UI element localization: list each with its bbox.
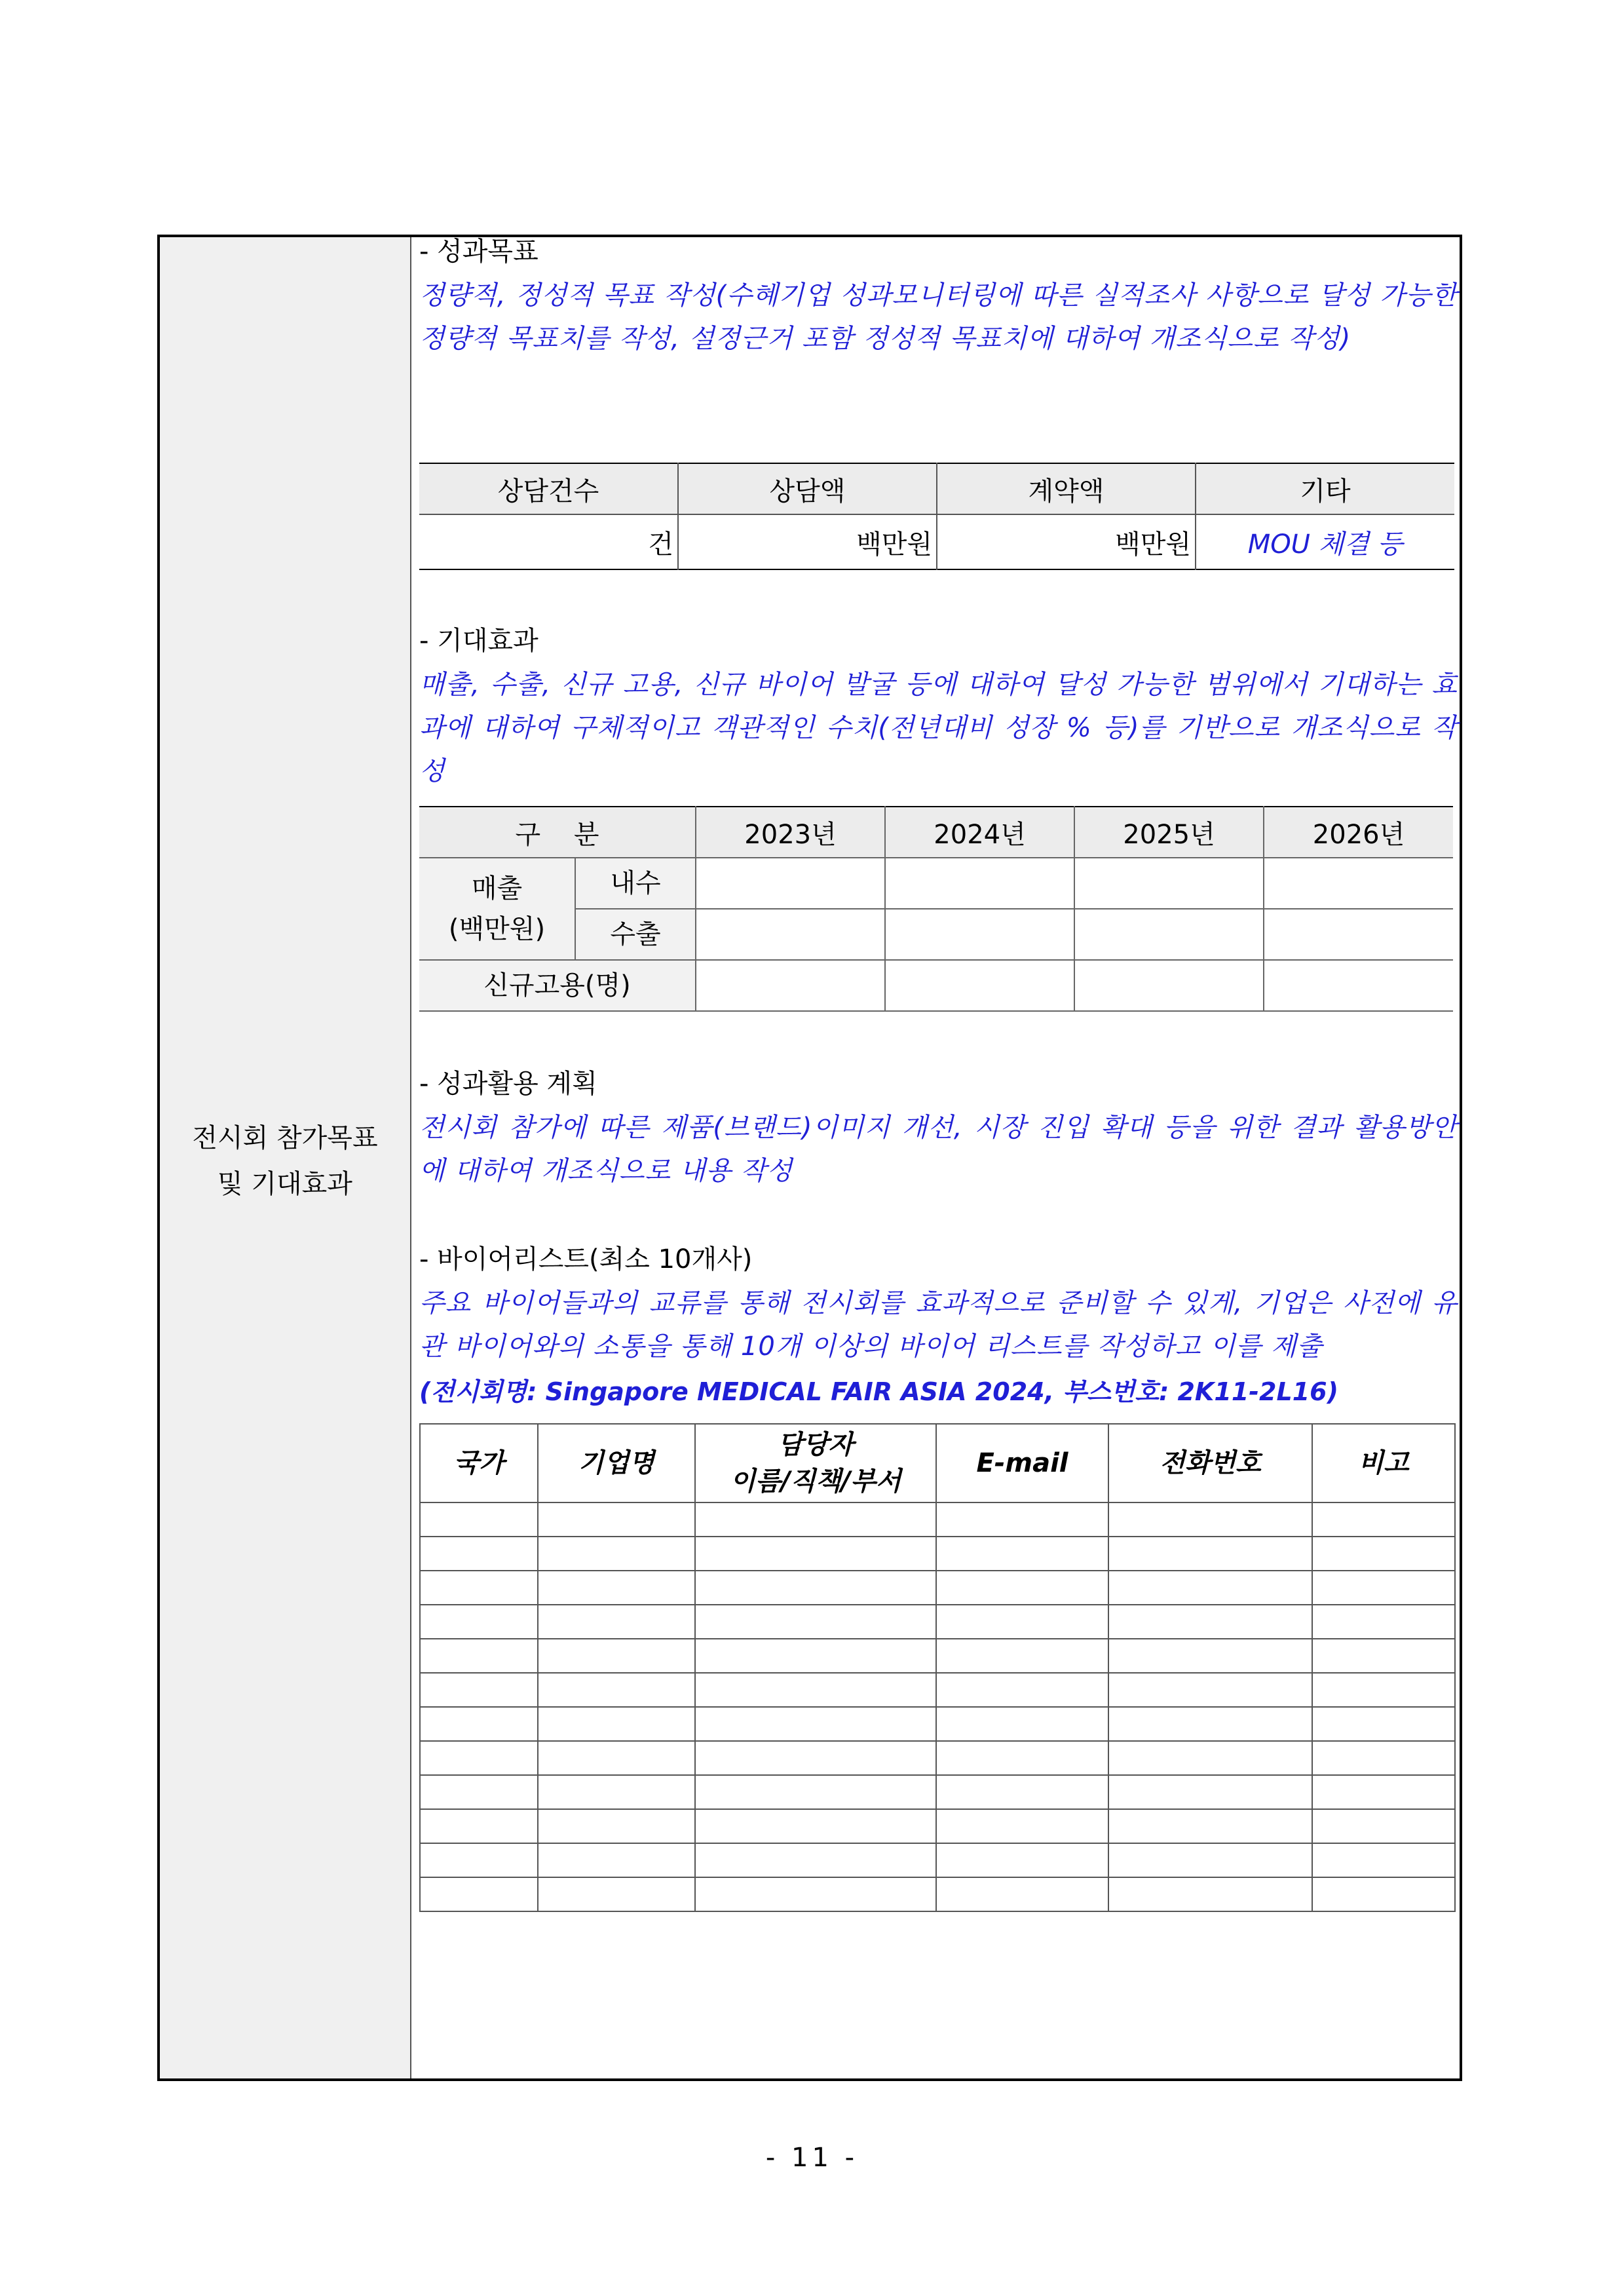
domestic-2025-cell[interactable] — [1074, 858, 1264, 909]
buyer-company-cell[interactable] — [538, 1537, 695, 1571]
buyer-contact-cell[interactable] — [695, 1775, 936, 1809]
buyer-phone-cell[interactable] — [1108, 1843, 1312, 1877]
utilization-plan-instruction: 전시회 참가에 따른 제품(브랜드)이미지 개선, 시장 진입 확대 등을 위한 결과 활용방안에 대하여 개조식으로 내용 작성 — [419, 1113, 1458, 1186]
hires-2025-cell[interactable] — [1074, 960, 1264, 1011]
buyer-country-cell[interactable] — [420, 1843, 538, 1877]
header-phone: 전화번호 — [1108, 1424, 1312, 1502]
buyer-phone-cell[interactable] — [1108, 1571, 1312, 1605]
buyer-country-cell[interactable] — [420, 1809, 538, 1843]
performance-goal-table — [419, 463, 1454, 570]
buyer-phone-cell[interactable] — [1108, 1502, 1312, 1537]
buyer-email-cell[interactable] — [936, 1571, 1108, 1605]
buyer-contact-cell[interactable] — [695, 1673, 936, 1707]
buyer-company-cell[interactable] — [538, 1809, 695, 1843]
buyer-contact-cell[interactable] — [695, 1877, 936, 1911]
buyer-contact-cell[interactable] — [695, 1537, 936, 1571]
buyer-email-cell[interactable] — [936, 1775, 1108, 1809]
row-label-line2: 및 기대효과 — [217, 1169, 352, 1199]
page-number: - 11 - — [765, 2143, 859, 2173]
buyer-note-cell[interactable] — [1312, 1639, 1455, 1673]
buyer-note-cell[interactable] — [1312, 1571, 1455, 1605]
buyer-note-cell[interactable] — [1312, 1809, 1455, 1843]
buyer-country-cell[interactable] — [420, 1741, 538, 1775]
buyer-company-cell[interactable] — [538, 1707, 695, 1741]
buyer-country-cell[interactable] — [420, 1605, 538, 1639]
expected-effect-heading: - 기대효과 — [419, 626, 538, 656]
header-contract-amount: 계약액 — [937, 463, 1196, 514]
buyer-email-cell[interactable] — [936, 1605, 1108, 1639]
buyer-row — [420, 1809, 1455, 1843]
buyer-phone-cell[interactable] — [1108, 1537, 1312, 1571]
header-contact — [695, 1424, 936, 1502]
utilization-plan-heading: - 성과활용 계획 — [419, 1069, 597, 1099]
buyer-email-cell[interactable] — [936, 1877, 1108, 1911]
header-year-2024: 2024년 — [885, 807, 1074, 858]
row-label-line1: 전시회 참가목표 — [192, 1123, 378, 1153]
buyer-phone-cell[interactable] — [1108, 1775, 1312, 1809]
buyer-contact-cell[interactable] — [695, 1707, 936, 1741]
header-consult-amount: 상담액 — [678, 463, 937, 514]
buyer-phone-cell[interactable] — [1108, 1741, 1312, 1775]
header-note: 비고 — [1312, 1424, 1455, 1502]
buyer-contact-cell[interactable] — [695, 1741, 936, 1775]
buyer-row — [420, 1877, 1455, 1911]
sales-label — [419, 858, 575, 960]
buyer-contact-cell[interactable] — [695, 1605, 936, 1639]
header-email: E-mail — [936, 1424, 1108, 1502]
buyer-note-cell[interactable] — [1312, 1502, 1455, 1537]
buyer-list-instruction: 주요 바이어들과의 교류를 통해 전시회를 효과적으로 준비할 수 있게, 기업은 사전에 유관 바이어와의 소통을 통해 10개 이상의 바이어 리스트를 작성하고 이를 제출 — [419, 1288, 1458, 1362]
buyer-row — [420, 1707, 1455, 1741]
export-2026-cell[interactable] — [1264, 909, 1453, 960]
buyer-note-cell[interactable] — [1312, 1605, 1455, 1639]
header-company: 기업명 — [538, 1424, 695, 1502]
header-etc: 기타 — [1196, 463, 1454, 514]
buyer-email-cell[interactable] — [936, 1707, 1108, 1741]
buyer-contact-cell[interactable] — [695, 1502, 936, 1537]
buyer-row — [420, 1673, 1455, 1707]
buyer-note-cell[interactable] — [1312, 1741, 1455, 1775]
buyer-country-cell[interactable] — [420, 1571, 538, 1605]
buyer-country-cell[interactable] — [420, 1639, 538, 1673]
performance-goal-heading: - 성과목표 — [419, 237, 538, 267]
header-country: 국가 — [420, 1424, 538, 1502]
value-consult-amount[interactable]: 백만원 — [678, 514, 937, 569]
export-2023-cell[interactable] — [696, 909, 885, 960]
buyer-contact-cell[interactable] — [695, 1843, 936, 1877]
performance-goal-instruction: 정량적, 정성적 목표 작성(수혜기업 성과모니터링에 따른 실적조사 사항으로 달성 가능한 정량적 목표치를 작성, 설정근거 포함 정성적 목표치에 대하여 개조식으로 작성) — [419, 280, 1458, 354]
header-division: 구 분 — [419, 807, 696, 858]
header-year-2026: 2026년 — [1264, 807, 1453, 858]
buyer-row — [420, 1502, 1455, 1537]
export-2024-cell[interactable] — [885, 909, 1074, 960]
buyer-phone-cell[interactable] — [1108, 1673, 1312, 1707]
sales-label-line1: 매출 — [471, 873, 523, 904]
header-consult-count: 상담건수 — [419, 463, 678, 514]
header-year-2023: 2023년 — [696, 807, 885, 858]
hires-2024-cell[interactable] — [885, 960, 1074, 1011]
buyer-phone-cell[interactable] — [1108, 1605, 1312, 1639]
buyer-company-cell[interactable] — [538, 1605, 695, 1639]
buyer-company-cell[interactable] — [538, 1673, 695, 1707]
buyer-email-cell[interactable] — [936, 1809, 1108, 1843]
buyer-email-cell[interactable] — [936, 1843, 1108, 1877]
export-label: 수출 — [575, 909, 696, 960]
buyer-row — [420, 1605, 1455, 1639]
buyer-company-cell[interactable] — [538, 1571, 695, 1605]
buyer-contact-cell[interactable] — [695, 1809, 936, 1843]
buyer-company-cell[interactable] — [538, 1639, 695, 1673]
domestic-2026-cell[interactable] — [1264, 858, 1453, 909]
value-contract-amount[interactable]: 백만원 — [937, 514, 1196, 569]
value-consult-count[interactable]: 건 — [648, 529, 673, 560]
buyer-country-cell[interactable] — [420, 1537, 538, 1571]
buyer-row — [420, 1741, 1455, 1775]
buyer-contact-cell[interactable] — [695, 1639, 936, 1673]
buyer-email-cell[interactable] — [936, 1502, 1108, 1537]
buyer-row — [420, 1639, 1455, 1673]
buyer-country-cell[interactable] — [420, 1673, 538, 1707]
value-etc[interactable]: MOU 체결 등 — [1196, 514, 1454, 569]
buyer-note-cell[interactable] — [1312, 1843, 1455, 1877]
buyer-country-cell[interactable] — [420, 1775, 538, 1809]
buyer-note-cell[interactable] — [1312, 1673, 1455, 1707]
buyer-email-cell[interactable] — [936, 1537, 1108, 1571]
expected-effect-instruction: 매출, 수출, 신규 고용, 신규 바이어 발굴 등에 대하여 달성 가능한 범위에서 기대하는 효과에 대하여 구체적이고 객관적인 수치(전년대비 성장 % 등)를 기반으로 개조식으로 작성 — [419, 670, 1458, 786]
buyer-note-cell[interactable] — [1312, 1775, 1455, 1809]
buyer-country-cell[interactable] — [420, 1877, 538, 1911]
row-label-cell — [160, 237, 411, 2078]
buyer-phone-cell[interactable] — [1108, 1809, 1312, 1843]
buyer-row — [420, 1537, 1455, 1571]
buyer-row — [420, 1775, 1455, 1809]
buyer-email-cell[interactable] — [936, 1673, 1108, 1707]
exhibition-note: (전시회명: Singapore MEDICAL FAIR ASIA 2024, 부스번호: 2K11-2L16) — [419, 1377, 1338, 1406]
buyer-row — [420, 1571, 1455, 1605]
buyer-phone-cell[interactable] — [1108, 1877, 1312, 1911]
buyer-country-cell[interactable] — [420, 1502, 538, 1537]
domestic-2024-cell[interactable] — [885, 858, 1074, 909]
buyer-email-cell[interactable] — [936, 1639, 1108, 1673]
buyer-company-cell[interactable] — [538, 1775, 695, 1809]
sales-label-line2: (백만원) — [448, 914, 546, 944]
buyer-note-cell[interactable] — [1312, 1707, 1455, 1741]
hires-2023-cell[interactable] — [696, 960, 885, 1011]
row-label — [160, 1115, 410, 1207]
new-hires-label: 신규고용(명) — [419, 960, 696, 1011]
buyer-list-table — [419, 1423, 1456, 1912]
buyer-company-cell[interactable] — [538, 1502, 695, 1537]
buyer-contact-cell[interactable] — [695, 1571, 936, 1605]
buyer-company-cell[interactable] — [538, 1877, 695, 1911]
buyer-phone-cell[interactable] — [1108, 1707, 1312, 1741]
hires-2026-cell[interactable] — [1264, 960, 1453, 1011]
buyer-email-cell[interactable] — [936, 1741, 1108, 1775]
header-contact-line2: 이름/직책/부서 — [730, 1466, 901, 1497]
buyer-note-cell[interactable] — [1312, 1877, 1455, 1911]
buyer-company-cell[interactable] — [538, 1741, 695, 1775]
buyer-company-cell[interactable] — [538, 1843, 695, 1877]
buyer-country-cell[interactable] — [420, 1707, 538, 1741]
buyer-phone-cell[interactable] — [1108, 1639, 1312, 1673]
buyer-row — [420, 1843, 1455, 1877]
buyer-note-cell[interactable] — [1312, 1537, 1455, 1571]
buyer-list-heading: - 바이어리스트(최소 10개사) — [419, 1244, 753, 1274]
export-2025-cell[interactable] — [1074, 909, 1264, 960]
domestic-label: 내수 — [575, 858, 696, 909]
header-year-2025: 2025년 — [1074, 807, 1264, 858]
domestic-2023-cell[interactable] — [696, 858, 885, 909]
expected-effect-table — [419, 806, 1453, 1012]
header-contact-line1: 담당자 — [778, 1430, 854, 1460]
